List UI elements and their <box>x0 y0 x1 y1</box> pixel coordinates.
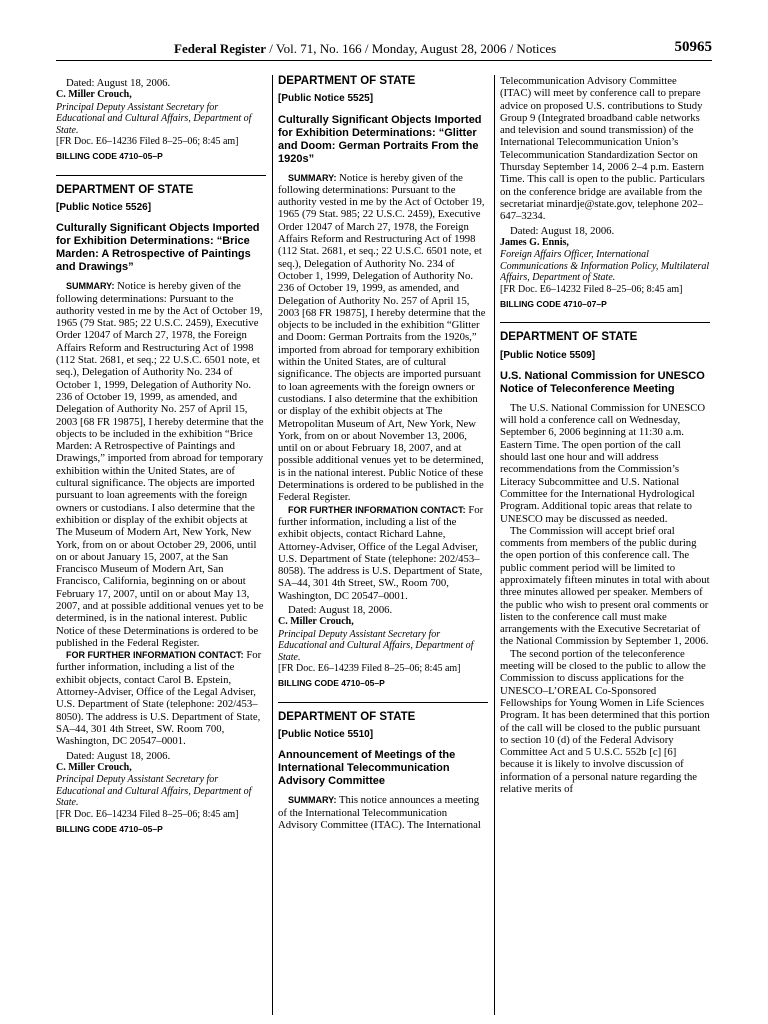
dated-line: Dated: August 18, 2006. <box>66 77 171 89</box>
dated-line: Dated: August 18, 2006. <box>66 749 171 762</box>
contact-paragraph <box>56 649 266 747</box>
public-notice-number: [Public Notice 5509] <box>500 349 596 361</box>
body-paragraph: The U.S. National Commission for UNESCO will hold a conference call on Wednesday, September 6, 2006 beginning at 11:30 a.m. Eastern Time. The open portion of the call should last one hour and will address recommendations from the Commission’s Literacy Subcommittee and U.S. National Committee for the International Hydrological Program. Additional topic areas that relate to UNESCO may be discussed as needed. <box>500 401 706 525</box>
billing-code: BILLING CODE 4710–05–P <box>56 151 163 162</box>
public-notice-number: [Public Notice 5525] <box>278 93 374 105</box>
section-divider <box>500 322 710 323</box>
summary-paragraph <box>278 794 488 831</box>
department-heading: DEPARTMENT OF STATE <box>278 710 416 723</box>
journal-name: Federal Register <box>174 41 267 56</box>
section-divider <box>56 175 266 176</box>
signer-title: Principal Deputy Assistant Secretary for Educational and Cultural Affairs, Department of State. <box>56 774 252 809</box>
signer-name: James G. Ennis, <box>500 236 569 248</box>
public-notice-number: [Public Notice 5526] <box>56 201 152 213</box>
contact-text: For further information, including a list of the exhibit objects, contact Richard Lahne, Attorney-Adviser, Office of the Legal Adviser, U.S. Department of State (telephone: 202/453–8058). The address is U.S. Department of State, SA–44, 301 4th Street, SW., Room 700, Washington, DC 20547–0001. <box>278 503 484 602</box>
summary-text: Notice is hereby given of the following determinations: Pursuant to the authority vested in me by the Act of October 19, 1965 (79 Stat. 985; 22 U.S.C. 2459), Executive Order 12047 of March 27, 1978, the Foreign Affairs Reform and Restructuring Act of 1998 (112 Stat. 2681, et seq.; 22 U.S.C. 6501 note, et seq.), Delegation of Authority No. 234 of October 1, 1999, Delegation of Authority No. 236 of October 19, 1999, as amended, and Delegation of Authority No. 257 of April 15, 2003 [68 FR 19875], I hereby determine that the objects to be included in the exhibition “Glitter and Doom: German Portraits from the 1920s,” imported from abroad for temporary exhibition within the United States, are of cultural significance. The objects are imported pursuant to loan agreements with the foreign owners or custodians. I also determine that the exhibition or display of the exhibit objects at The Metropolitan Museum of Art, New York, New York, from on or about November 13, 2006, until on or about February 18, 2007, and at possible additional venues yet to be determined, is in the national interest. Public Notice of these Determinations is ordered to be published in the Federal Register. <box>278 171 486 504</box>
page-header <box>56 38 712 61</box>
signer-name: C. Miller Crouch, <box>278 616 354 628</box>
fr-doc-line: [FR Doc. E6–14239 Filed 8–25–06; 8:45 am] <box>278 663 461 675</box>
column-1 <box>56 75 266 1020</box>
signer-title: Principal Deputy Assistant Secretary for Educational and Cultural Affairs, Department of State. <box>56 101 252 136</box>
summary-text: Notice is hereby given of the following determinations: Pursuant to the authority vested in me by the Act of October 19, 1965 (79 Stat. 985; 22 U.S.C. 2459), Executive Order 12047 of March 27, 1978, the Foreign Affairs Reform and Restructuring Act of 1998 (112 Stat. 2681, et seq.; 22 U.S.C. 6501 note, et seq.), Delegation of Authority No. 234 of October 1, 1999, Delegation of Authority No. 236 of October 19, 1999, as amended, and Delegation of Authority No. 257 of April 15, 2003 [68 FR 19875], I hereby determine that the objects to be included in the exhibition “Brice Marden: A Retrospective of Paintings and Drawings,” imported from abroad for temporary exhibition within the United States, are of cultural significance. The objects are imported pursuant to loan agreements with the foreign owners or custodians. I also determine that the exhibition or display of the exhibit objects at The Museum of Modern Art, New York, New York, from on or about October 29, 2006, until on or about January 15, 2007, at the San Francisco Museum of Modern Art, San Francisco, California, beginning on or about February 17, 2007, until on or about May 13, 2007, and at possible additional venues yet to be determined, is in the national interest. Public Notice of these Determinations is ordered to be published in the Federal Register. <box>56 280 264 649</box>
department-heading: DEPARTMENT OF STATE <box>56 183 194 196</box>
contact-label: FOR FURTHER INFORMATION CONTACT: <box>288 504 466 515</box>
body-paragraph: The Commission will accept brief oral comments from members of the public during the open portion of this conference call. The public comment period will be limited to approximately fifteen minutes in total with about three minutes allowed per speaker. Members of the public who wish to present oral comments or listen to the conference call must make arrangements with the Executive Secretariat of the National Commission by September 1, 2006. <box>500 524 710 648</box>
section-divider <box>278 702 488 703</box>
column-2 <box>278 75 488 1020</box>
signer-title: Principal Deputy Assistant Secretary for Educational and Cultural Affairs, Department of State. <box>278 628 474 663</box>
summary-label: SUMMARY: <box>288 172 337 183</box>
header-citation <box>174 41 556 57</box>
notice-title: Culturally Significant Objects Imported for Exhibition Determinations: “Brice Marden: A Retrospective of Paintings and Drawings” <box>56 222 260 274</box>
notice-title: Announcement of Meetings of the International Telecommunication Advisory Committee <box>278 749 456 788</box>
body-paragraph: The second portion of the teleconference meeting will be closed to the public to allow the Commission to discuss applications for the UNESCO–L’OREAL Co-Sponsored Fellowships for Young Women in Life Sciences Program. It has been determined that this portion of the call will be closed to the public pursuant to section 10 (d) of the Federal Advisory Committee Act and 5 U.S.C. 552b [c] [6] because it is likely to involve discussion of information of a personal nature regarding the relative merits of <box>500 647 710 796</box>
summary-text: This notice announces a meeting of the International Telecommunication Advisory Committee (ITAC). The International <box>278 794 481 831</box>
fr-doc-line: [FR Doc. E6–14232 Filed 8–25–06; 8:45 am] <box>500 283 683 295</box>
billing-code: BILLING CODE 4710–05–P <box>278 678 385 689</box>
signer-name: C. Miller Crouch, <box>56 761 132 773</box>
department-heading: DEPARTMENT OF STATE <box>278 75 416 87</box>
page-number: 50965 <box>674 39 712 55</box>
column-divider <box>272 75 273 1015</box>
summary-label: SUMMARY: <box>288 795 337 806</box>
summary-paragraph <box>56 280 266 649</box>
summary-label: SUMMARY: <box>66 281 115 292</box>
dated-line: Dated: August 18, 2006. <box>510 224 615 237</box>
billing-code: BILLING CODE 4710–07–P <box>500 298 607 309</box>
signer-title: Foreign Affairs Officer, International Communications & Information Policy, Multilateral Affairs, Department of State. <box>500 249 710 284</box>
notice-title: U.S. National Commission for UNESCO Notice of Teleconference Meeting <box>500 369 705 395</box>
notice-title: Culturally Significant Objects Imported for Exhibition Determinations: “Glitter and Doom: German Portraits From the 1920s” <box>278 113 482 165</box>
signer-name: C. Miller Crouch, <box>56 89 132 101</box>
billing-code: BILLING CODE 4710–05–P <box>56 823 163 834</box>
fr-doc-line: [FR Doc. E6–14236 Filed 8–25–06; 8:45 am] <box>56 136 239 148</box>
contact-paragraph <box>278 504 488 602</box>
dated-line: Dated: August 18, 2006. <box>288 603 393 616</box>
department-heading: DEPARTMENT OF STATE <box>500 331 638 344</box>
column-divider <box>494 75 495 1015</box>
issue-info: / Vol. 71, No. 166 / Monday, August 28, 2006 / Notices <box>266 41 557 56</box>
public-notice-number: [Public Notice 5510] <box>278 728 374 740</box>
column-3 <box>500 75 710 1020</box>
contact-label: FOR FURTHER INFORMATION CONTACT: <box>66 650 244 661</box>
summary-paragraph <box>278 172 488 504</box>
continued-paragraph: Telecommunication Advisory Committee (ITAC) will meet by conference call to prepare advice on proposed U.S. contributions to Study Group 9 (Integrated broadband cable networks and television and sound transmission) of the International Telecommunication Union’s Telecommunication Standardization Sector on Thursday September 14, 2006 2–4 p.m. Eastern Time. This call is open to the public. Particulars on the conference bridge are available from the secretariat minardje@state.gov, telephone 202–647–3234. <box>500 75 705 223</box>
contact-text: For further information, including a list of the exhibit objects, contact Carol B. Epstein, Attorney-Adviser, Office of the Legal Adviser, U.S. Department of State (telephone: 202/453–8050). The address is U.S. Department of State, SA–44, 301 4th Street, SW. Room 700, Washington, DC 20547–0001. <box>56 649 262 748</box>
fr-doc-line: [FR Doc. E6–14234 Filed 8–25–06; 8:45 am] <box>56 808 239 820</box>
